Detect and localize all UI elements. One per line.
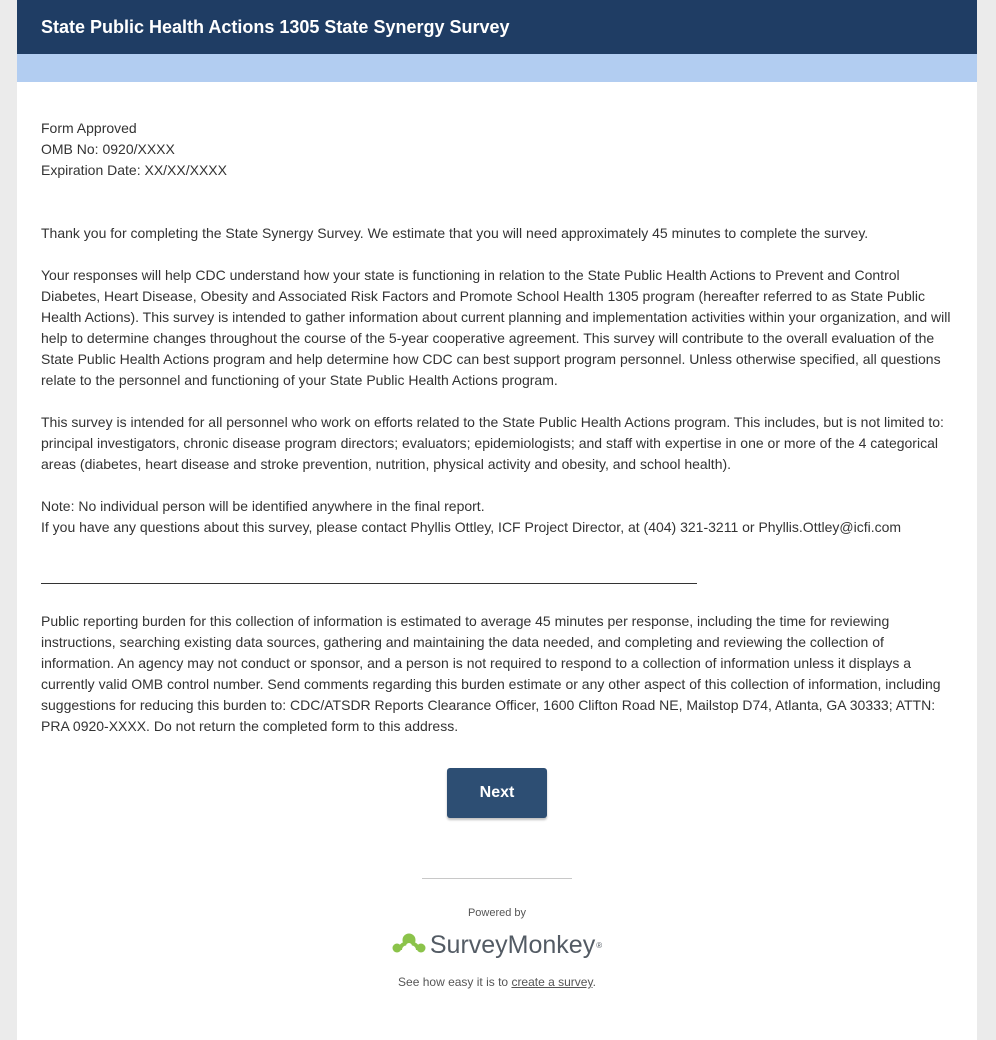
- next-button[interactable]: Next: [447, 768, 547, 818]
- surveymonkey-logo[interactable]: [392, 928, 602, 962]
- powered-by-text: Powered by: [467, 907, 527, 919]
- expiration-date-text: Expiration Date: XX/XX/XXXX: [41, 162, 227, 178]
- burden-statement: Public reporting burden for this collection of information is estimated to average 45 minutes per response, including the time for reviewing instructions, searching existing data sources, gathering and maintaining the data needed, and completing and reviewing the collection of information. An agency may not conduct or sponsor, and a person is not required to respond to a collection of information unless it displays a currently valid OMB control number. Send comments regarding this burden estimate or any other aspect of this collection of information, including suggestions for reducing this burden to: CDC/ATSDR Reports Clearance Officer, 1600 Clifton Road NE, Mailstop D74, Atlanta, GA 30333; ATTN: PRA 0920-XXXX. Do not return the completed form to this address.: [41, 613, 941, 734]
- survey-content: [17, 82, 977, 993]
- next-button-wrapper: [41, 768, 953, 818]
- audience-paragraph: This survey is intended for all personnel who work on efforts related to the State Public Health Actions program. This includes, but is not limited to: principal investigators, chronic disease program directors; evaluators; epidemiologists; and staff with expertise in one or more of the 4 categorical areas (diabetes, heart disease and stroke prevention, nutrition, physical activity and obesity, and school health).: [41, 414, 944, 472]
- tagline-prefix: See how easy it is to: [398, 975, 512, 989]
- contact-note: If you have any questions about this survey, please contact Phyllis Ottley, ICF Project Director, at (404) 321-3211 or Phyllis.Ottley@icfi.com: [41, 519, 902, 535]
- survey-page: [17, 0, 977, 1040]
- intro-section: [41, 223, 953, 475]
- surveymonkey-wordmark: SurveyMonkey: [429, 930, 596, 959]
- footer-divider: [422, 878, 572, 879]
- form-approval-block: [41, 118, 953, 181]
- survey-title-bar: [17, 0, 977, 54]
- powered-by-footer: [41, 878, 953, 993]
- note-block: [41, 496, 953, 538]
- intro-paragraph: Thank you for completing the State Synergy Survey. We estimate that you will need approximately 45 minutes to complete the survey.: [41, 225, 869, 241]
- form-approved-text: Form Approved: [41, 120, 137, 136]
- registered-mark: ®: [596, 940, 603, 950]
- anonymity-note: Note: No individual person will be identified anywhere in the final report.: [41, 498, 485, 514]
- omb-number-text: OMB No: 0920/XXXX: [41, 141, 175, 157]
- section-divider: [41, 583, 697, 584]
- survey-title: State Public Health Actions 1305 State Synergy Survey: [41, 17, 510, 37]
- create-survey-link[interactable]: create a survey: [511, 975, 593, 989]
- tagline-suffix: .: [592, 975, 596, 989]
- purpose-paragraph: Your responses will help CDC understand how your state is functioning in relation to the State Public Health Actions to Prevent and Control Diabetes, Heart Disease, Obesity and Associated Risk Factors and Promote School Health 1305 program (hereafter referred to as State Public Health Actions). This survey is intended to gather information about current planning and implementation activities within your organization, and will help to determine changes throughout the course of the 5-year cooperative agreement. This survey will contribute to the overall evaluation of the State Public Health Actions program and help determine how CDC can best support program personnel. Unless otherwise specified, all questions relate to the personnel and functioning of your State Public Health Actions program.: [41, 267, 951, 388]
- surveymonkey-logo-icon: [392, 932, 426, 958]
- footer-tagline: [41, 972, 953, 993]
- progress-band: [17, 54, 977, 82]
